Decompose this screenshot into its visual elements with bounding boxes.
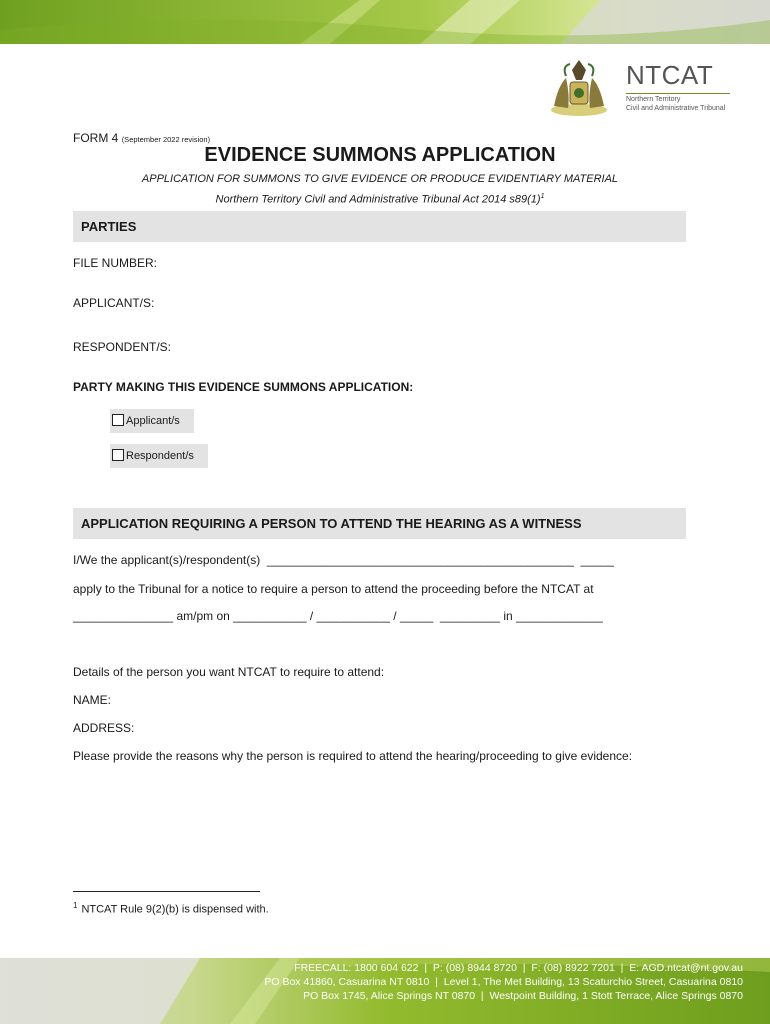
respondent-checkbox[interactable]: [112, 449, 124, 461]
footnote-divider: [73, 891, 260, 892]
form-revision: (September 2022 revision): [121, 135, 211, 144]
act-text: Northern Territory Civil and Administrative Tribunal Act 2014 s89(1): [215, 193, 541, 206]
form-subtitle: APPLICATION FOR SUMMONS TO GIVE EVIDENCE OR PRODUCE EVIDENTIARY MATERIAL: [141, 173, 619, 185]
applicant-name-line[interactable]: I/We the applicant(s)/respondent(s) ______________________________________________ _____: [73, 553, 614, 567]
form-number: [73, 131, 210, 145]
time-date-place-line[interactable]: _______________ am/pm on ___________ / ___________ / _____ _________ in _____________: [73, 609, 603, 623]
coat-of-arms-icon: [548, 56, 610, 118]
footer-alice-springs-line: PO Box 1745, Alice Springs NT 0870 | Westpoint Building, 1 Stott Terrace, Alice Springs 0870: [303, 990, 743, 1002]
footnote-text: NTCAT Rule 9(2)(b) is dispensed with.: [81, 903, 269, 916]
respondent-option[interactable]: [110, 444, 208, 468]
footer-casuarina-line: PO Box 41860, Casuarina NT 0810 | Level 1, The Met Building, 13 Scaturchio Street, Casuarina 0810: [264, 976, 743, 988]
logo-wordmark: NTCAT: [626, 60, 714, 90]
apply-statement: apply to the Tribunal for a notice to require a person to attend the proceeding before the NTCAT at: [73, 582, 594, 596]
top-banner: [0, 0, 770, 44]
applicant-checkbox[interactable]: [112, 414, 124, 426]
act-reference: [0, 193, 760, 206]
applicants-field[interactable]: APPLICANT/S:: [73, 296, 155, 310]
reasons-field[interactable]: Please provide the reasons why the person is required to attend the hearing/proceeding to give evidence:: [73, 749, 633, 763]
bottom-banner: [0, 958, 770, 1024]
applicant-option-label: Applicant/s: [126, 415, 180, 427]
name-field[interactable]: NAME:: [73, 693, 112, 707]
ntcat-logo: [548, 56, 738, 118]
respondent-option-label: Respondent/s: [126, 450, 194, 462]
file-number-field[interactable]: FILE NUMBER:: [73, 256, 158, 270]
logo-subtitle-1: Northern Territory: [626, 96, 681, 103]
act-footnote-ref: 1: [540, 193, 545, 200]
footer-contact-line: FREECALL: 1800 604 622 | P: (08) 8944 8720 | F: (08) 8922 7201 | E: AGD.ntcat@nt.gov.au: [294, 962, 743, 974]
form-number-text: FORM 4: [73, 131, 119, 145]
party-making-label: PARTY MAKING THIS EVIDENCE SUMMONS APPLICATION:: [73, 380, 414, 394]
parties-heading: PARTIES: [73, 211, 686, 242]
applicant-option[interactable]: [110, 409, 194, 433]
witness-heading: APPLICATION REQUIRING A PERSON TO ATTEND THE HEARING AS A WITNESS: [73, 508, 686, 539]
address-field[interactable]: ADDRESS:: [73, 721, 135, 735]
logo-divider: [626, 93, 730, 94]
footnote: [73, 901, 269, 916]
person-details-label: Details of the person you want NTCAT to require to attend:: [73, 665, 385, 679]
footnote-number: 1: [73, 901, 78, 910]
respondents-field[interactable]: RESPONDENT/S:: [73, 340, 172, 354]
logo-subtitle-2: Civil and Administrative Tribunal: [626, 105, 726, 112]
form-title: EVIDENCE SUMMONS APPLICATION: [204, 144, 556, 166]
